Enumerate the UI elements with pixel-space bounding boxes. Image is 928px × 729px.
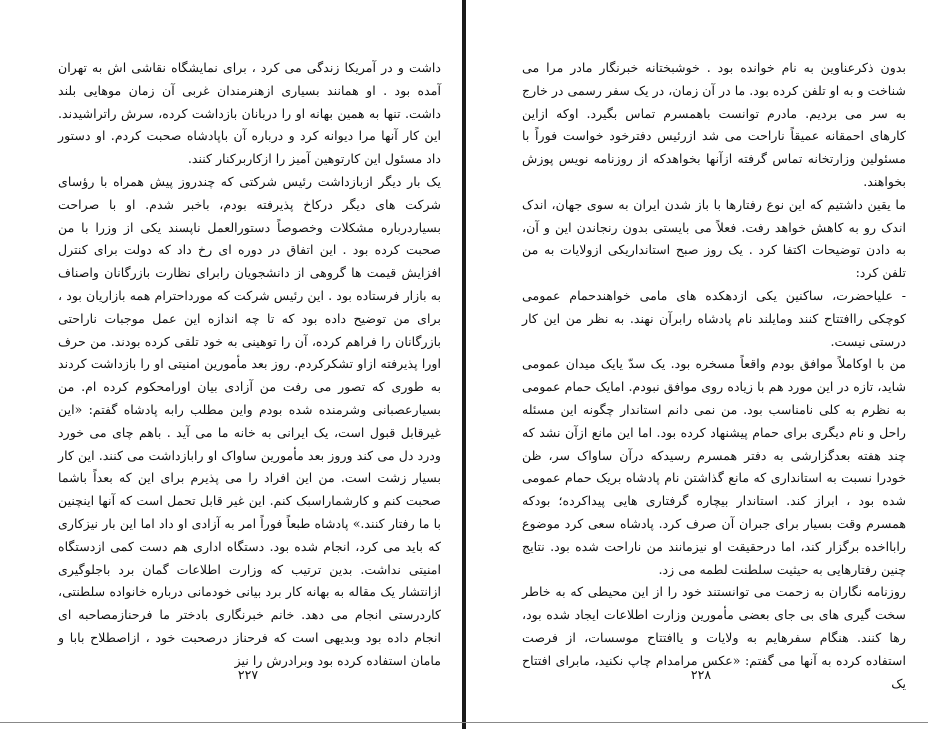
right-page-text <box>522 57 906 695</box>
right-page <box>466 0 928 729</box>
right-paragraph-3: - علیاحضرت، ساکنین یکی ازدهکده های مامی خواهندحمام عمومی کوچکی راافتتاح کنند ومایلند نام پادشاه رابرآن نهند. به نظر من این کار درستی نیست. <box>522 287 906 349</box>
left-page <box>0 0 462 729</box>
left-page-number: ۲۲۷ <box>237 667 259 682</box>
left-page-text <box>58 57 441 673</box>
right-paragraph-4: من با اوکاملاً موافق بودم واقعاً مسخره بود. یک سدّ یایک میدان عمومی شاید، تازه در این مورد هم با زیاده روی موافق نبودم. امایک حمام عمومی به نظرم به کلی نامناسب بود. من نمی دانم استاندار چگونه این مسئله راحل و نام دیگری برای حمام پیشنهاد کرده بود. اما این مانع ازآن نشد که چند هفته بعدگزارشی به دفتر همسرم رسیدکه درآن ساواک سر، ظن خودرا نسبت به استانداری که مانع گذاشتن نام پادشاه بریک حمام عمومی شده بود ، ابراز کند. استاندار بیچاره گرفتاری هایی پیداکرده؛ بودکه همسرم وقت بسیار برای جبران آن صرف کرد. پادشاه سعی کرد موضوع رابااخده برگزار کند، اما درحقیقت او نیزمانند من ناراحت شده بود. نتایج چنین رفتارهایی به حیثیت سلطنت لطمه می زد. <box>522 356 906 577</box>
right-paragraph-1: بدون ذکرعناوین به نام خوانده بود . خوشبختانه خبرنگار مادر مرا می شناخت و به او تلفن کرده بود. ما در آن زمان، در یک سفر رسمی در خارج به سر می بردیم. مادرم توانست باهمسرم تماس بگیرد. اوکه ازاین کارهای احمقانه عمیقاً ناراحت می شد ازرئیس دفترخود خواست فوراً با مسئولین وزارتخانه تماس گرفته ازآنها بخواهدکه از روزنامه نویس پوزش بخواهند. <box>522 60 906 189</box>
page-bottom-edge <box>0 722 928 723</box>
right-paragraph-2: ما یقین داشتیم که این نوع رفتارها با باز شدن ایران به سوی جهان، اندک اندک رو به کاهش خواهد رفت. فعلاً می بایستی بدون رنجاندن این و آن، به دادن توضیحات اکتفا کرد . یک روز صبح استانداریکی ازولایات به من تلفن کرد: <box>522 196 906 281</box>
left-paragraph-1: داشت و در آمریکا زندگی می کرد ، برای نمایشگاه نقاشی اش به تهران آمده بود . او همانند بسیاری ازهنرمندان غربی آن زمان موهایی بلند داشت. تنها به همین بهانه او را دربانان بازداشت کرده، سرش راتراشیدند. این کار آنها مرا دیوانه کرد و درباره آن باپادشاه صحبت کردم. او دستور داد مسئول این کارتوهین آمیز را ازکاربرکنار کنند. <box>58 60 441 167</box>
left-paragraph-2: یک بار دیگر ازبازداشت رئیس شرکتی که چندروز پیش همراه با رؤسای شرکت های دیگر درکاخ پذیرفته بودم، باخبر شدم. او با صراحت بسیاردرباره مشکلات وخصوصاً دستورالعمل ناپسند یکی از وزرا با من صحبت کرده بود . این اتفاق در دوره ای رخ داد که دولت برای کنترل افزایش قیمت ها گروهی از دانشجویان رابرای نظارت بازرگانان واصناف به بازار فرستاده بود . این رئیس شرکت که مورداحترام همه بازاریان بود ، برای من توضیح داده بود که تا چه اندازه این عمل موجبات ناراحتی بازرگانان را فراهم کرده، آن را توهینی به خود تلقی کرده بودند. من حرف اورا پذیرفته ازاو تشکرکردم. روز بعد مأمورین امنیتی او را بازداشت کردند به طوری که تصور می رفت من آزادی بیان اورامحکوم کرده ام. من بسیارعصبانی وشرمنده شده بودم واین مطلب رابه پادشاه گفتم: «این غیرقابل قبول است، یک ایرانی به خانه ما می آید . باهم چای می خورد ودرد دل می کند وروز بعد مأمورین ساواک او رابازداشت می کنند. این کار بسیار زشت است. من این افراد را می پذیرم برای این که بعداً باشما صحبت کنم و کارشماراسبک کنم. این غیر قابل تحمل است که آنها اینچنین با ما رفتار کنند.» پادشاه طبعاً فوراً امر به آزادی او داد اما این بار نیزکاری که باید می کرد، انجام شده بود. دستگاه اداری هم دست کمی ازدستگاه امنیتی نداشت. بدین ترتیب که وزارت اطلاعات گمان برد باجلوگیری ازانتشار یک مقاله به بهانه کار برد بیانی خودمانی درباره خانواده سلطنتی، کاردرستی انجام می دهد. خانم خبرنگاری بادختر ما فرحنازمصاحبه ای انجام داده بود وبدیهی است که فرحناز درصحبت خود ، ازاصطلاح بابا و مامان استفاده کرده بود وبرادرش را نیز <box>58 173 441 668</box>
right-page-number: ۲۲۸ <box>690 667 712 682</box>
right-paragraph-5: روزنامه نگاران به زحمت می توانستند خود را از این محیطی که به خاطر سخت گیری های بی جای بعضی مأمورین وزارت اطلاعات ایجاد شده بود، رها کنند. هنگام سفرهایم به ولایات و یاافتتاح موسسات، از فرصت استفاده کرده به آنها می گفتم: «عکس مرامدام چاپ نکنید، مابرای افتتاح یک <box>522 584 906 691</box>
